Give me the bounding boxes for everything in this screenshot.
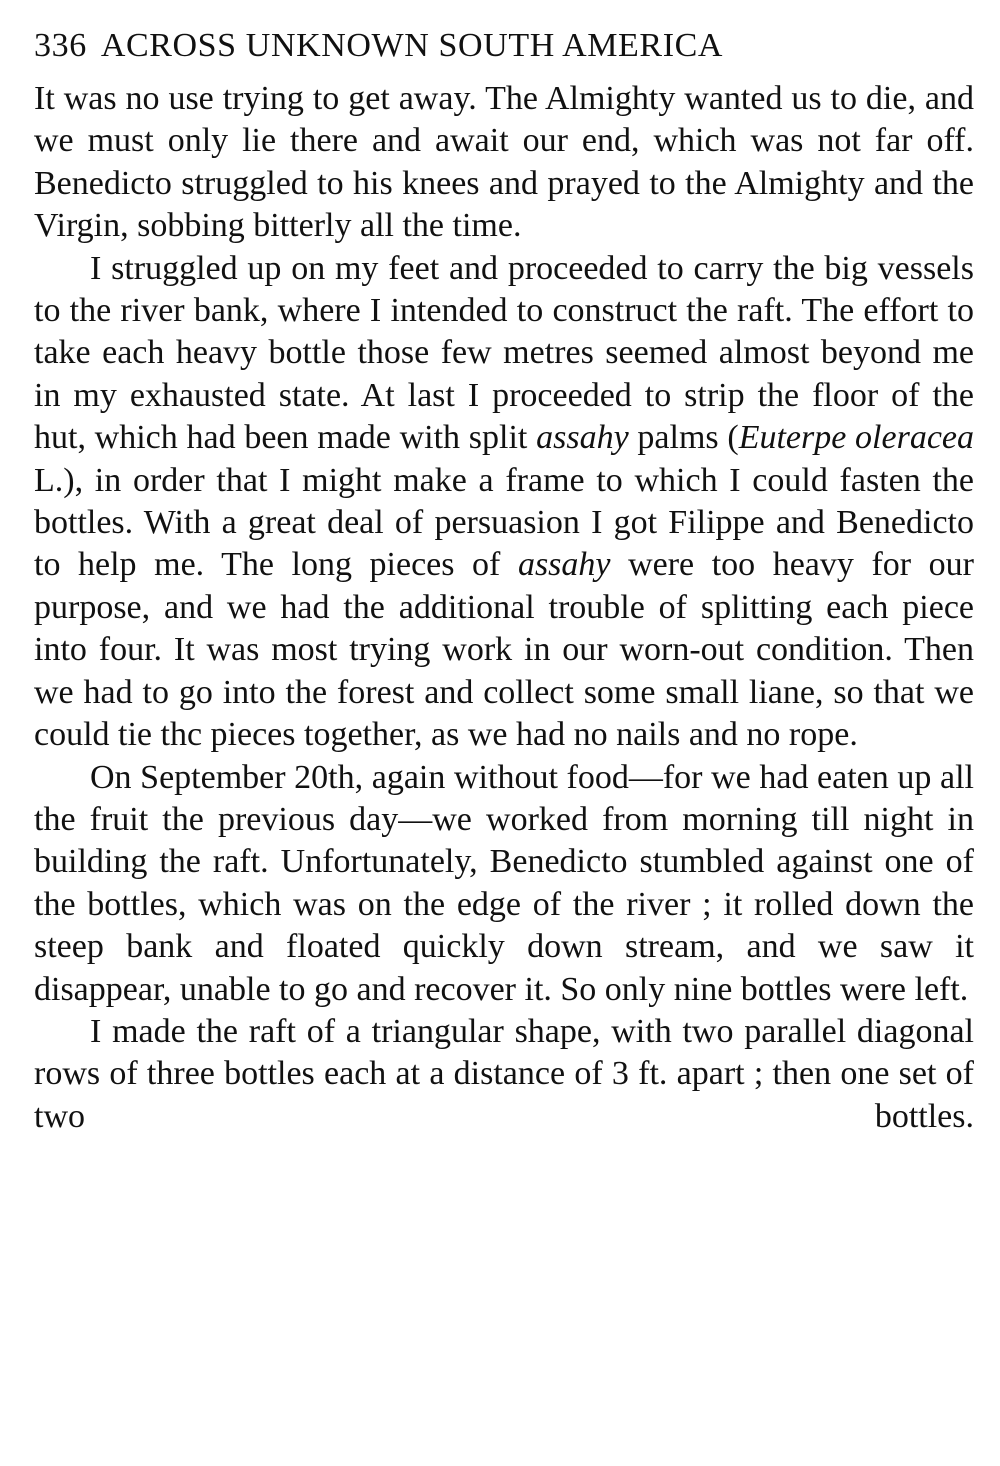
paragraph-2-part-3: palms (	[628, 419, 739, 457]
paragraph-2-part-7: were too heavy for our purpose, and we had the additional trouble of splitting each piece into four. It was most trying work in our worn-out condition. Then we had to go into the forest and collect some small liane, so that we could tie thc pieces together, as we had no nails and no rope.	[34, 546, 974, 754]
book-page	[34, 14, 974, 1454]
paragraph-2	[34, 248, 974, 757]
paragraph-3: On September 20th, again without food—for we had eaten up all the fruit the previous day—we worked from morning till night in building the raft. Unfortunately, Benedicto stumbled against one of the bottles, which was on the edge of the river ; it rolled down the steep bank and floated quickly down stream, and we saw it disappear, unable to go and recover it. So only nine bottles were left.	[34, 758, 974, 1008]
paragraph-2-part-1: I struggled up on my feet and proceeded to carry the big vessels to the river bank, where I intended to construct the raft. The effort to take each heavy bottle those few metres seemed almost beyond me in my exhausted state. At last I proceeded to strip the floor of the hut, which had been made with split	[34, 249, 974, 457]
paragraph-4: I made the raft of a triangular shape, with two parallel diagonal rows of three bottles each at a distance of 3 ft. apart ; then one set of two bottles.	[34, 1012, 974, 1135]
body-text	[34, 78, 974, 1138]
running-header	[34, 14, 974, 78]
paragraph-2-italic-assahy-1: assahy	[536, 419, 629, 457]
paragraph-1: It was no use trying to get away. The Almighty wanted us to die, and we must only lie there and await our end, which was not far off. Benedicto struggled to his knees and prayed to the Almighty and the Virgin, sobbing bitterly all the time.	[34, 80, 974, 245]
page-number: 336	[34, 27, 87, 64]
paragraph-2-italic-assahy-2: assahy	[517, 546, 611, 584]
running-title: ACROSS UNKNOWN SOUTH AMERICA	[100, 27, 724, 64]
paragraph-2-italic-euterpe: Euterpe oleracea	[738, 419, 974, 457]
paragraph-2-part-5: L.), in order that I might make a frame to which I could fasten the bottles. With a great deal of persuasion I got Filippe and Benedicto to help me. The long pieces of	[34, 461, 974, 584]
